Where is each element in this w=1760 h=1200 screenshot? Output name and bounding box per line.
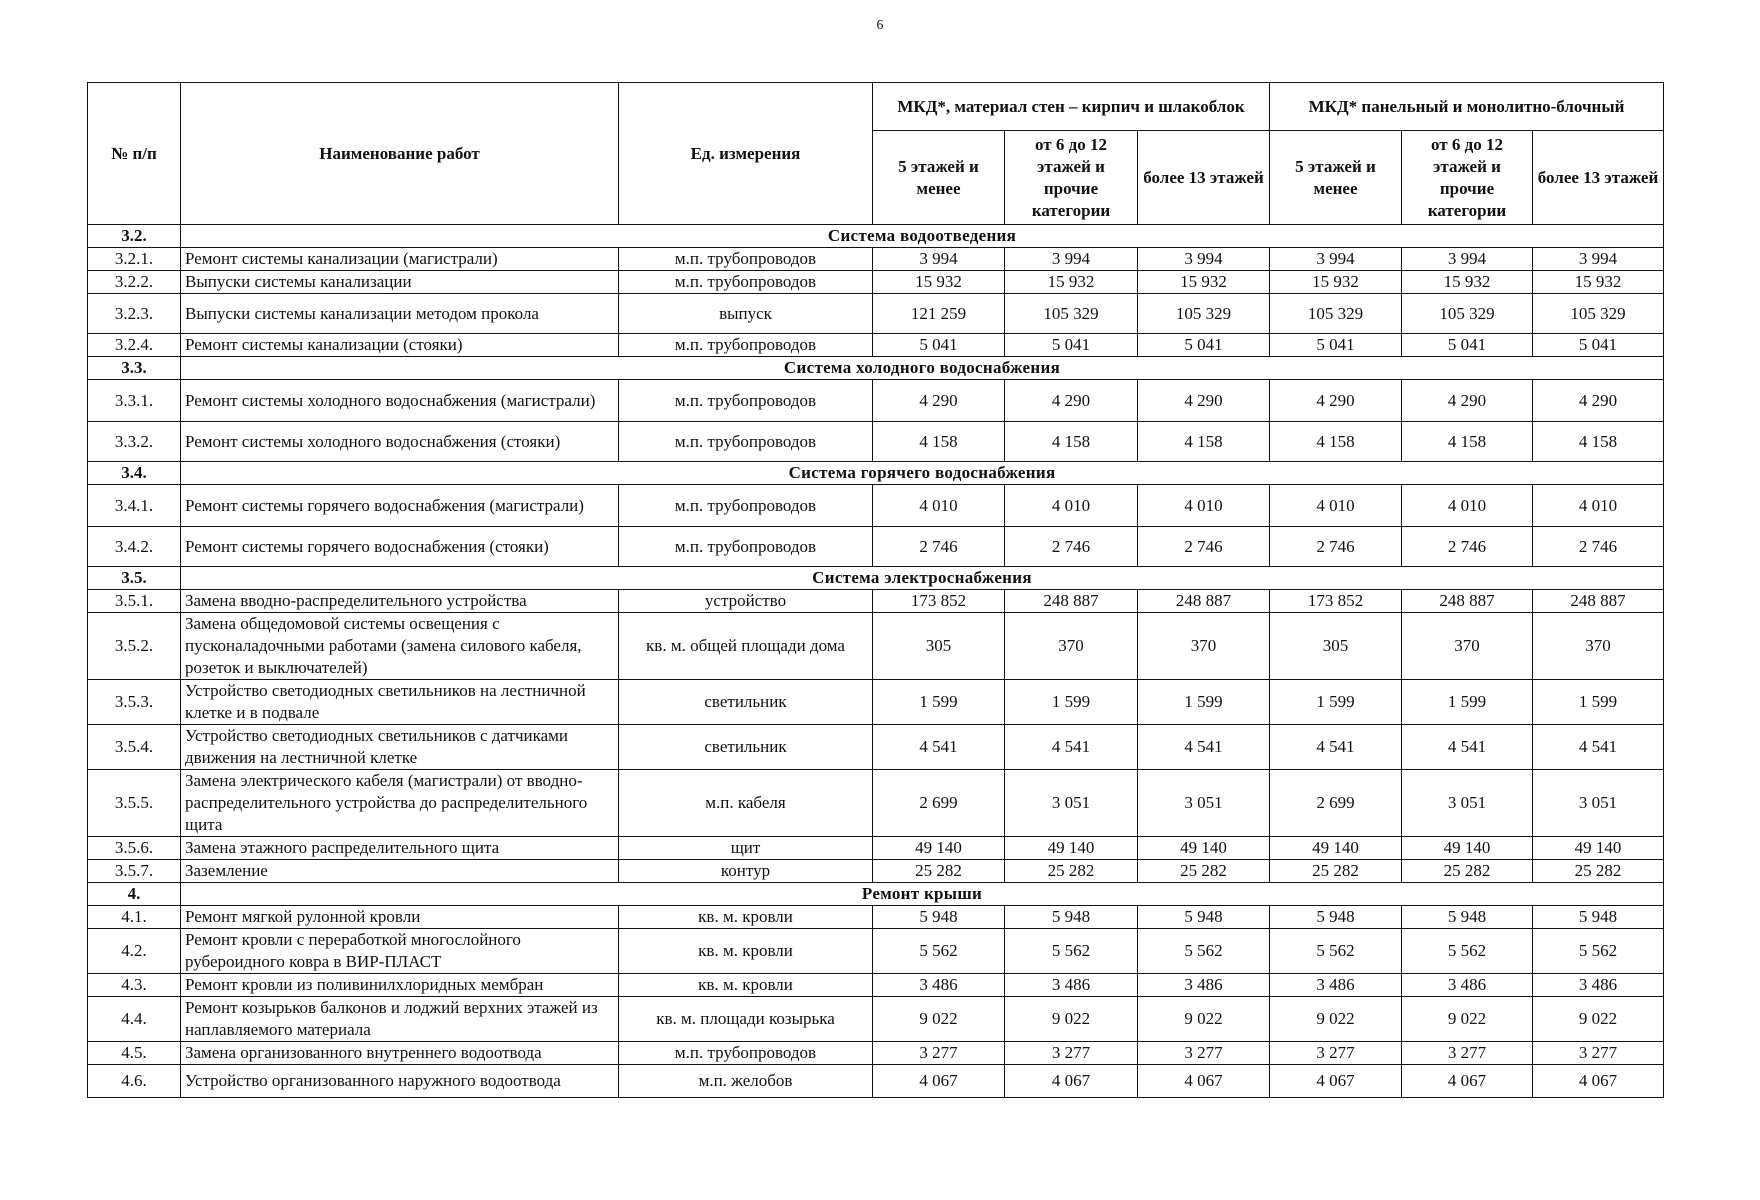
section-title: Система горячего водоснабжения <box>181 462 1664 485</box>
price-cell: 4 541 <box>1270 725 1402 770</box>
work-name: Ремонт системы канализации (магистрали) <box>181 248 619 271</box>
price-cell: 105 329 <box>1402 294 1533 334</box>
header-sub: более 13 этажей <box>1533 131 1664 225</box>
table-row <box>88 294 1664 334</box>
price-cell: 5 948 <box>1138 906 1270 929</box>
price-cell: 4 290 <box>1138 380 1270 422</box>
header-group-brick: МКД*, материал стен – кирпич и шлакоблок <box>873 83 1270 131</box>
price-cell: 3 051 <box>1005 770 1138 837</box>
price-cell: 370 <box>1138 613 1270 680</box>
work-name: Выпуски системы канализации <box>181 271 619 294</box>
price-cell: 5 948 <box>873 906 1005 929</box>
price-cell: 15 932 <box>1270 271 1402 294</box>
unit-of-measure: кв. м. кровли <box>619 974 873 997</box>
price-cell: 3 277 <box>1533 1042 1664 1065</box>
table-row <box>88 485 1664 527</box>
price-cell: 3 486 <box>1402 974 1533 997</box>
section-title: Система холодного водоснабжения <box>181 357 1664 380</box>
row-number: 3.3.1. <box>88 380 181 422</box>
row-number: 3.2.4. <box>88 334 181 357</box>
section-title: Система электроснабжения <box>181 567 1664 590</box>
price-cell: 15 932 <box>1138 271 1270 294</box>
price-cell: 4 290 <box>1533 380 1664 422</box>
price-cell: 4 290 <box>1270 380 1402 422</box>
price-cell: 9 022 <box>1138 997 1270 1042</box>
price-cell: 3 994 <box>1533 248 1664 271</box>
price-cell: 49 140 <box>1005 837 1138 860</box>
price-cell: 3 486 <box>873 974 1005 997</box>
price-cell: 105 329 <box>1138 294 1270 334</box>
work-name: Замена электрического кабеля (магистрали) от вводно-распределительного устройства до распределительного щита <box>181 770 619 837</box>
unit-of-measure: кв. м. площади козырька <box>619 997 873 1042</box>
price-cell: 3 994 <box>873 248 1005 271</box>
price-cell: 9 022 <box>1005 997 1138 1042</box>
price-cell: 4 067 <box>1270 1065 1402 1098</box>
table-row <box>88 380 1664 422</box>
works-cost-table <box>87 82 1664 1098</box>
price-cell: 4 158 <box>1402 422 1533 462</box>
price-cell: 105 329 <box>1005 294 1138 334</box>
unit-of-measure: щит <box>619 837 873 860</box>
price-cell: 4 010 <box>1138 485 1270 527</box>
unit-of-measure: кв. м. кровли <box>619 929 873 974</box>
price-cell: 173 852 <box>1270 590 1402 613</box>
price-cell: 3 994 <box>1270 248 1402 271</box>
table-row <box>88 1042 1664 1065</box>
price-cell: 3 051 <box>1533 770 1664 837</box>
price-cell: 4 290 <box>873 380 1005 422</box>
section-row <box>88 357 1664 380</box>
price-cell: 49 140 <box>873 837 1005 860</box>
work-name: Ремонт системы канализации (стояки) <box>181 334 619 357</box>
table-row <box>88 590 1664 613</box>
price-cell: 4 158 <box>1270 422 1402 462</box>
price-cell: 4 067 <box>1138 1065 1270 1098</box>
price-cell: 1 599 <box>1138 680 1270 725</box>
work-name: Устройство светодиодных светильников с датчиками движения на лестничной клетке <box>181 725 619 770</box>
price-cell: 4 541 <box>1005 725 1138 770</box>
price-cell: 5 948 <box>1402 906 1533 929</box>
price-cell: 248 887 <box>1138 590 1270 613</box>
price-cell: 4 158 <box>1533 422 1664 462</box>
unit-of-measure: м.п. кабеля <box>619 770 873 837</box>
work-name: Заземление <box>181 860 619 883</box>
price-cell: 25 282 <box>873 860 1005 883</box>
unit-of-measure: светильник <box>619 680 873 725</box>
table-row <box>88 271 1664 294</box>
price-cell: 4 158 <box>1005 422 1138 462</box>
unit-of-measure: м.п. трубопроводов <box>619 422 873 462</box>
unit-of-measure: устройство <box>619 590 873 613</box>
table-row <box>88 974 1664 997</box>
unit-of-measure: м.п. трубопроводов <box>619 334 873 357</box>
work-name: Замена этажного распределительного щита <box>181 837 619 860</box>
unit-of-measure: выпуск <box>619 294 873 334</box>
section-title: Ремонт крыши <box>181 883 1664 906</box>
price-cell: 15 932 <box>873 271 1005 294</box>
price-cell: 5 948 <box>1005 906 1138 929</box>
price-cell: 370 <box>1005 613 1138 680</box>
price-cell: 3 486 <box>1138 974 1270 997</box>
row-number: 4.4. <box>88 997 181 1042</box>
table-row <box>88 680 1664 725</box>
price-cell: 4 541 <box>1138 725 1270 770</box>
price-cell: 1 599 <box>1005 680 1138 725</box>
price-cell: 3 486 <box>1270 974 1402 997</box>
row-number: 3.4.1. <box>88 485 181 527</box>
row-number: 3.3.2. <box>88 422 181 462</box>
section-row <box>88 225 1664 248</box>
price-cell: 4 541 <box>873 725 1005 770</box>
row-number: 3.2.2. <box>88 271 181 294</box>
price-cell: 25 282 <box>1402 860 1533 883</box>
price-cell: 248 887 <box>1005 590 1138 613</box>
price-cell: 15 932 <box>1402 271 1533 294</box>
price-cell: 3 277 <box>1270 1042 1402 1065</box>
price-cell: 5 562 <box>1402 929 1533 974</box>
table-row <box>88 997 1664 1042</box>
work-name: Ремонт кровли из поливинилхлоридных мембран <box>181 974 619 997</box>
price-cell: 370 <box>1402 613 1533 680</box>
price-cell: 4 010 <box>1402 485 1533 527</box>
header-sub: 5 этажей и менее <box>1270 131 1402 225</box>
price-cell: 2 746 <box>873 527 1005 567</box>
section-number: 3.5. <box>88 567 181 590</box>
price-cell: 25 282 <box>1533 860 1664 883</box>
price-cell: 2 746 <box>1005 527 1138 567</box>
price-cell: 9 022 <box>1402 997 1533 1042</box>
price-cell: 3 051 <box>1138 770 1270 837</box>
row-number: 4.1. <box>88 906 181 929</box>
price-cell: 9 022 <box>1270 997 1402 1042</box>
price-cell: 3 486 <box>1533 974 1664 997</box>
price-cell: 4 067 <box>1533 1065 1664 1098</box>
table-header <box>88 83 1664 225</box>
price-cell: 5 041 <box>1533 334 1664 357</box>
price-cell: 248 887 <box>1402 590 1533 613</box>
price-cell: 2 746 <box>1402 527 1533 567</box>
price-cell: 3 277 <box>1138 1042 1270 1065</box>
price-cell: 4 541 <box>1402 725 1533 770</box>
price-cell: 305 <box>873 613 1005 680</box>
price-cell: 5 562 <box>873 929 1005 974</box>
work-name: Ремонт кровли с переработкой многослойного рубероидного ковра в ВИР-ПЛАСТ <box>181 929 619 974</box>
unit-of-measure: кв. м. кровли <box>619 906 873 929</box>
price-cell: 3 277 <box>1005 1042 1138 1065</box>
price-cell: 3 051 <box>1402 770 1533 837</box>
work-name: Замена организованного внутреннего водоотвода <box>181 1042 619 1065</box>
price-cell: 5 562 <box>1005 929 1138 974</box>
row-number: 4.3. <box>88 974 181 997</box>
header-sub: от 6 до 12 этажей и прочие категории <box>1402 131 1533 225</box>
table-row <box>88 929 1664 974</box>
section-row <box>88 883 1664 906</box>
row-number: 3.2.3. <box>88 294 181 334</box>
price-cell: 5 041 <box>1005 334 1138 357</box>
unit-of-measure: кв. м. общей площади дома <box>619 613 873 680</box>
price-cell: 3 486 <box>1005 974 1138 997</box>
unit-of-measure: м.п. желобов <box>619 1065 873 1098</box>
work-name: Замена вводно-распределительного устройства <box>181 590 619 613</box>
row-number: 3.5.2. <box>88 613 181 680</box>
price-cell: 2 746 <box>1533 527 1664 567</box>
price-cell: 25 282 <box>1138 860 1270 883</box>
table-row <box>88 770 1664 837</box>
price-cell: 49 140 <box>1138 837 1270 860</box>
row-number: 3.5.7. <box>88 860 181 883</box>
section-row <box>88 567 1664 590</box>
price-cell: 4 010 <box>1005 485 1138 527</box>
price-cell: 3 994 <box>1005 248 1138 271</box>
price-cell: 4 541 <box>1533 725 1664 770</box>
work-name: Ремонт системы горячего водоснабжения (стояки) <box>181 527 619 567</box>
price-cell: 4 158 <box>1138 422 1270 462</box>
price-cell: 3 277 <box>1402 1042 1533 1065</box>
price-cell: 4 290 <box>1402 380 1533 422</box>
price-cell: 5 041 <box>1270 334 1402 357</box>
row-number: 3.5.4. <box>88 725 181 770</box>
price-cell: 5 948 <box>1533 906 1664 929</box>
unit-of-measure: м.п. трубопроводов <box>619 380 873 422</box>
header-unit: Ед. измерения <box>619 83 873 225</box>
unit-of-measure: м.п. трубопроводов <box>619 527 873 567</box>
table-row <box>88 906 1664 929</box>
section-number: 4. <box>88 883 181 906</box>
price-cell: 5 948 <box>1270 906 1402 929</box>
table-row <box>88 725 1664 770</box>
price-cell: 4 067 <box>1005 1065 1138 1098</box>
price-cell: 5 041 <box>1402 334 1533 357</box>
work-name: Ремонт козырьков балконов и лоджий верхних этажей из наплавляемого материала <box>181 997 619 1042</box>
unit-of-measure: м.п. трубопроводов <box>619 271 873 294</box>
row-number: 3.5.1. <box>88 590 181 613</box>
work-name: Устройство организованного наружного водоотвода <box>181 1065 619 1098</box>
header-sub: от 6 до 12 этажей и прочие категории <box>1005 131 1138 225</box>
row-number: 3.2.1. <box>88 248 181 271</box>
section-title: Система водоотведения <box>181 225 1664 248</box>
price-cell: 49 140 <box>1402 837 1533 860</box>
unit-of-measure: м.п. трубопроводов <box>619 1042 873 1065</box>
row-number: 3.5.6. <box>88 837 181 860</box>
table-row <box>88 527 1664 567</box>
price-cell: 2 699 <box>873 770 1005 837</box>
work-name: Выпуски системы канализации методом прокола <box>181 294 619 334</box>
price-cell: 173 852 <box>873 590 1005 613</box>
price-cell: 3 277 <box>873 1042 1005 1065</box>
price-cell: 49 140 <box>1270 837 1402 860</box>
unit-of-measure: м.п. трубопроводов <box>619 248 873 271</box>
work-name: Ремонт мягкой рулонной кровли <box>181 906 619 929</box>
page-number: 6 <box>876 18 884 33</box>
price-cell: 4 290 <box>1005 380 1138 422</box>
table-row <box>88 422 1664 462</box>
price-cell: 5 562 <box>1138 929 1270 974</box>
table-row <box>88 837 1664 860</box>
section-number: 3.3. <box>88 357 181 380</box>
unit-of-measure: контур <box>619 860 873 883</box>
price-cell: 4 010 <box>1533 485 1664 527</box>
price-cell: 5 562 <box>1533 929 1664 974</box>
price-cell: 3 994 <box>1402 248 1533 271</box>
price-cell: 5 041 <box>1138 334 1270 357</box>
price-cell: 15 932 <box>1533 271 1664 294</box>
work-name: Устройство светодиодных светильников на лестничной клетке и в подвале <box>181 680 619 725</box>
row-number: 4.2. <box>88 929 181 974</box>
price-cell: 4 067 <box>1402 1065 1533 1098</box>
price-cell: 4 067 <box>873 1065 1005 1098</box>
header-group-panel: МКД* панельный и монолитно-блочный <box>1270 83 1664 131</box>
header-num: № п/п <box>88 83 181 225</box>
price-cell: 248 887 <box>1533 590 1664 613</box>
header-name: Наименование работ <box>181 83 619 225</box>
price-cell: 2 746 <box>1138 527 1270 567</box>
work-name: Замена общедомовой системы освещения с пусконаладочными работами (замена силового кабеля, розеток и выключателей) <box>181 613 619 680</box>
price-cell: 49 140 <box>1533 837 1664 860</box>
header-sub: более 13 этажей <box>1138 131 1270 225</box>
price-cell: 25 282 <box>1005 860 1138 883</box>
table-row <box>88 860 1664 883</box>
price-cell: 2 746 <box>1270 527 1402 567</box>
price-cell: 1 599 <box>1270 680 1402 725</box>
price-cell: 105 329 <box>1270 294 1402 334</box>
price-cell: 2 699 <box>1270 770 1402 837</box>
price-cell: 1 599 <box>1533 680 1664 725</box>
price-cell: 5 041 <box>873 334 1005 357</box>
row-number: 4.6. <box>88 1065 181 1098</box>
price-cell: 9 022 <box>873 997 1005 1042</box>
price-cell: 1 599 <box>1402 680 1533 725</box>
work-name: Ремонт системы холодного водоснабжения (стояки) <box>181 422 619 462</box>
price-cell: 3 994 <box>1138 248 1270 271</box>
work-name: Ремонт системы холодного водоснабжения (магистрали) <box>181 380 619 422</box>
header-sub: 5 этажей и менее <box>873 131 1005 225</box>
price-cell: 4 158 <box>873 422 1005 462</box>
section-row <box>88 462 1664 485</box>
table-row <box>88 248 1664 271</box>
price-cell: 105 329 <box>1533 294 1664 334</box>
row-number: 3.5.3. <box>88 680 181 725</box>
section-number: 3.4. <box>88 462 181 485</box>
row-number: 4.5. <box>88 1042 181 1065</box>
price-cell: 5 562 <box>1270 929 1402 974</box>
table-row <box>88 334 1664 357</box>
work-name: Ремонт системы горячего водоснабжения (магистрали) <box>181 485 619 527</box>
price-cell: 121 259 <box>873 294 1005 334</box>
unit-of-measure: светильник <box>619 725 873 770</box>
row-number: 3.5.5. <box>88 770 181 837</box>
table-body <box>88 225 1664 1098</box>
table-row <box>88 613 1664 680</box>
unit-of-measure: м.п. трубопроводов <box>619 485 873 527</box>
section-number: 3.2. <box>88 225 181 248</box>
price-cell: 9 022 <box>1533 997 1664 1042</box>
price-cell: 305 <box>1270 613 1402 680</box>
price-cell: 15 932 <box>1005 271 1138 294</box>
price-cell: 370 <box>1533 613 1664 680</box>
price-cell: 25 282 <box>1270 860 1402 883</box>
price-cell: 4 010 <box>1270 485 1402 527</box>
price-cell: 4 010 <box>873 485 1005 527</box>
price-cell: 1 599 <box>873 680 1005 725</box>
table-row <box>88 1065 1664 1098</box>
row-number: 3.4.2. <box>88 527 181 567</box>
